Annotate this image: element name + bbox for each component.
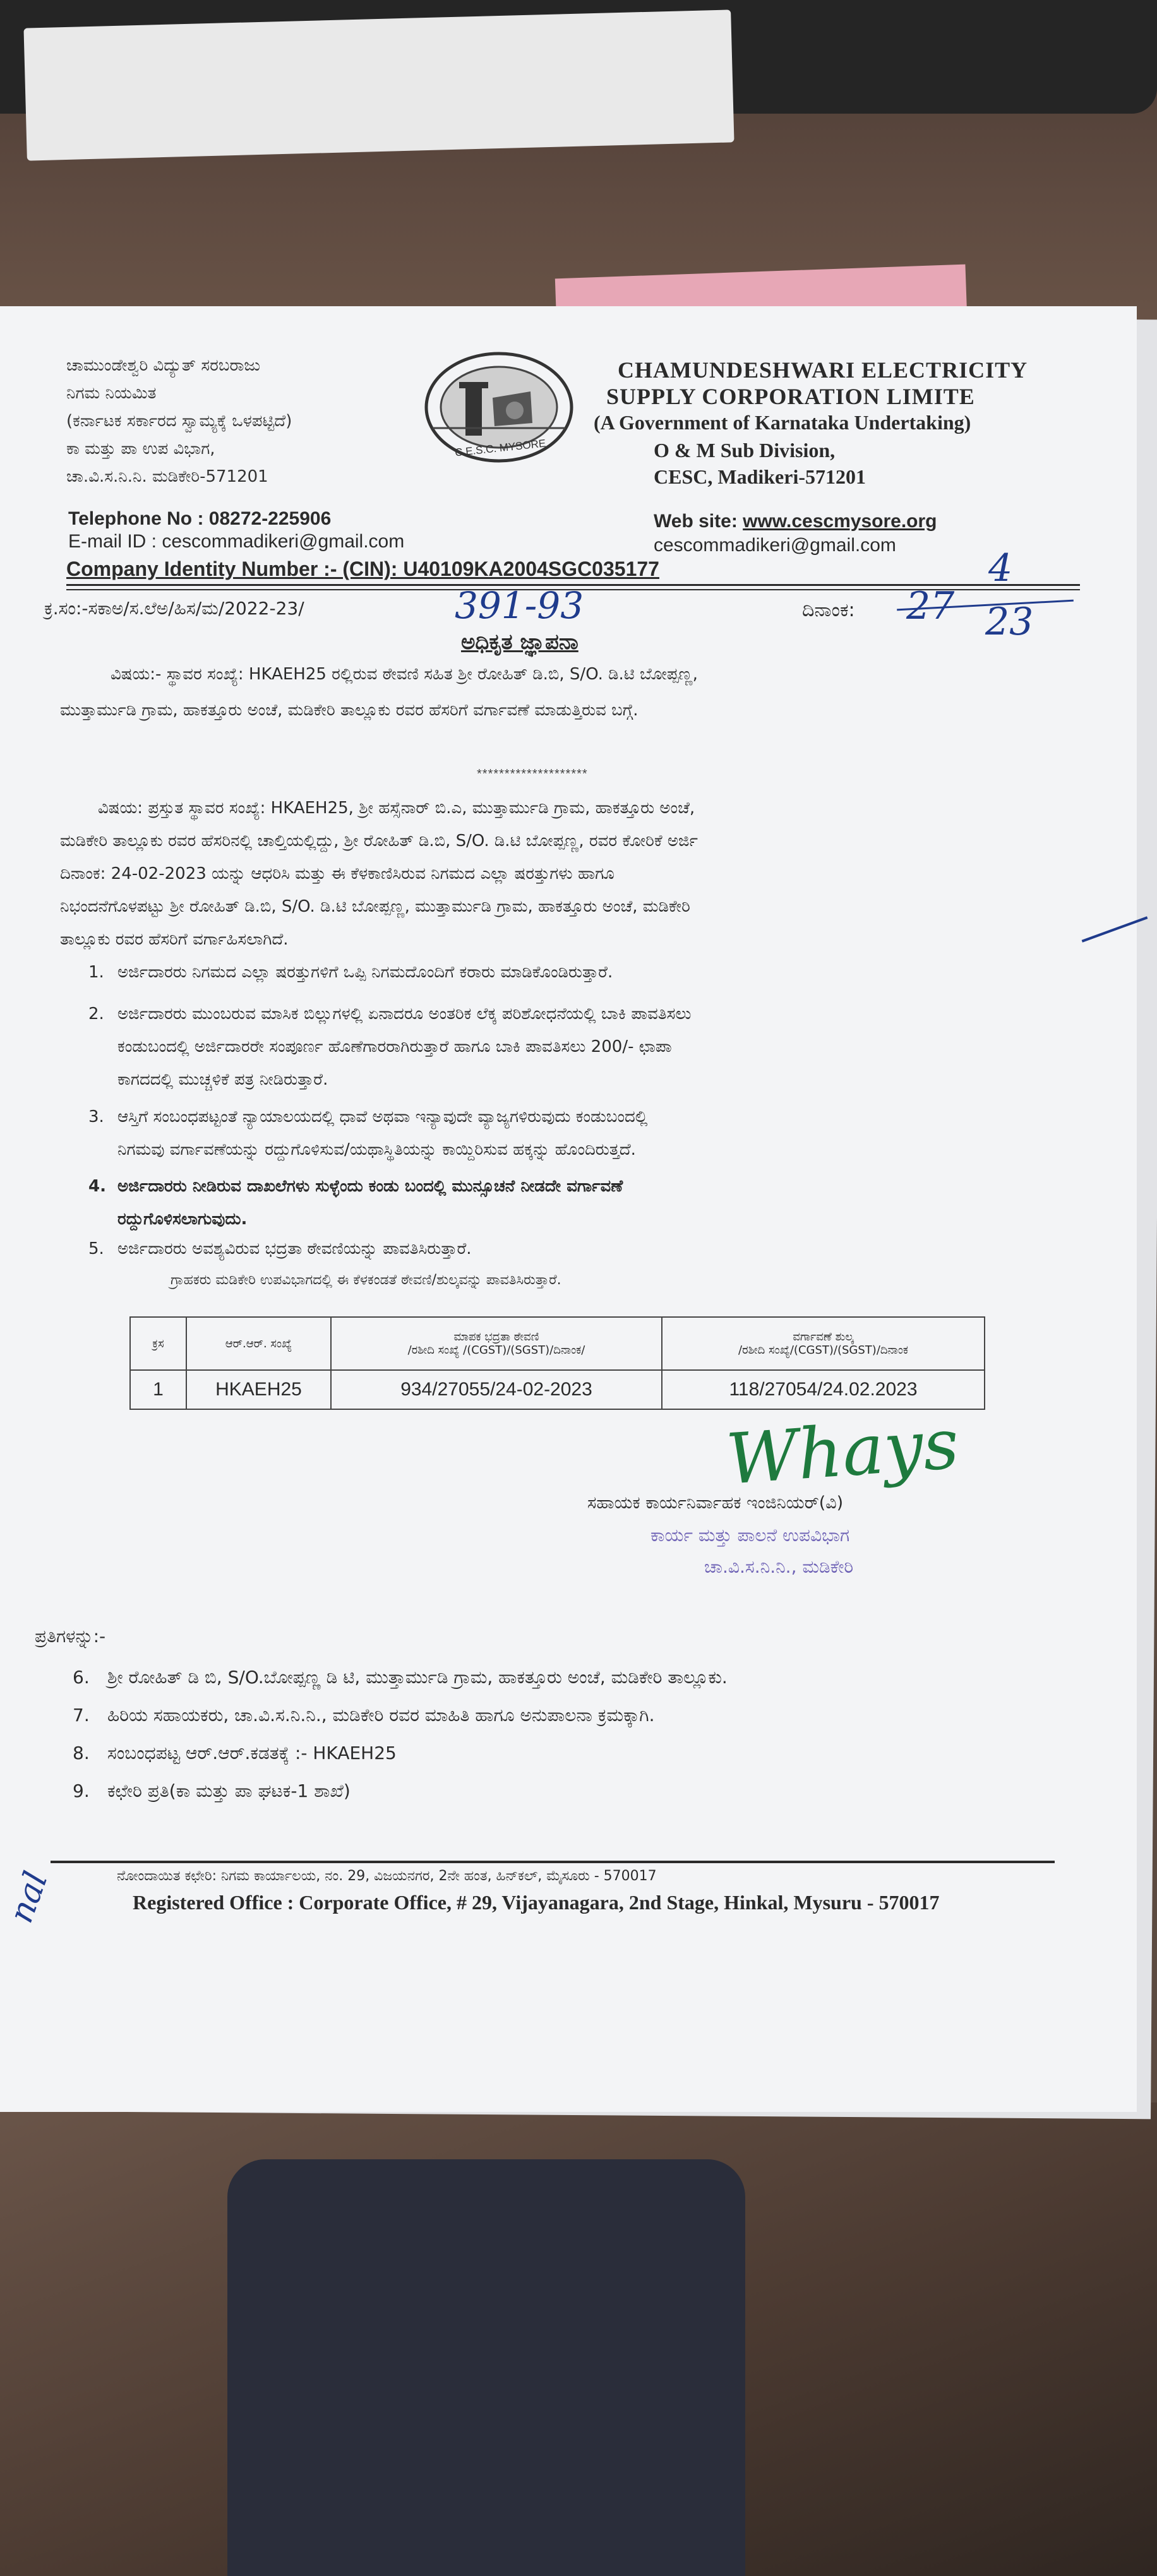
website-link[interactable]: www.cescmysore.org — [743, 511, 937, 532]
signatory-organisation: ಚಾ.ವಿ.ಸ.ನಿ.ನಿ., ಮಡಿಕೇರಿ — [704, 1556, 854, 1577]
footer-kannada: ನೋಂದಾಯಿತ ಕಛೇರಿ: ನಿಗಮ ಕಾರ್ಯಾಲಯ, ನಂ. 29, ವಿಜಯನಗರ, 2ನೇ ಹಂತ, ಹಿನ್‌ಕಲ್, ಮೈಸೂರು - 570017 — [117, 1868, 657, 1884]
fee-table — [129, 1316, 985, 1410]
copy-text: ಕಛೇರಿ ಪ್ರತಿ(ಕಾ ಮತ್ತು ಪಾ ಘಟಕ-1 ಶಾಖೆ) — [107, 1780, 351, 1801]
cin-number: Company Identity Number :- (CIN): U40109KA2004SGC035177 — [66, 558, 659, 580]
division-name: O & M Sub Division, — [654, 439, 836, 462]
table-header-cell: ಮಾಪಕ ಭದ್ರತಾ ಠೇವಣಿ /ರಶೀದಿ ಸಂಖ್ಯೆ /(CGST)/(SGST)/ದಿನಾಂಕ/ — [331, 1317, 662, 1370]
header-kn-line: ಚಾ.ವಿ.ಸ.ನಿ.ನಿ. ಮಡಿಕೇರಿ-571201 — [66, 467, 268, 486]
condition-text: ಕಂಡುಬಂದಲ್ಲಿ ಅರ್ಜಿದಾರರೇ ಸಂಪೂರ್ಣ ಹೊಣೆಗಾರರಾಗಿರುತ್ತಾರೆ ಹಾಗೂ ಬಾಕಿ ಪಾವತಿಸಲು 200/- ಛಾಪಾ — [117, 1037, 672, 1056]
condition-text: ಅರ್ಜಿದಾರರು ನೀಡಿರುವ ದಾಖಲೆಗಳು ಸುಳ್ಳೆಂದು ಕಂಡು ಬಂದಲ್ಲಿ ಮುನ್ಸೂಚನೆ ನೀಡದೇ ವರ್ಗಾವಣೆ — [117, 1177, 623, 1196]
copy-item — [73, 1780, 351, 1802]
company-name-line2: SUPPLY CORPORATION LIMITE — [606, 384, 975, 409]
table-cell: 118/27054/24.02.2023 — [662, 1370, 985, 1409]
body-line: ವಿಷಯ: ಪ್ರಸ್ತುತ ಸ್ಥಾವರ ಸಂಖ್ಯೆ: HKAEH25, ಶ್ರೀ ಹಸ್ಸೆನಾರ್ ಬಿ.ಎ, ಮುತ್ತಾರ್ಮುಡಿ ಗ್ರಾಮ, ಹಾಕತ್ತೂರು ಅಂಚೆ, — [98, 799, 695, 818]
handwritten-month: 4 — [988, 546, 1013, 590]
table-header-cell: ವರ್ಗಾವಣೆ ಶುಲ್ಕ /ರಶೀದಿ ಸಂಖ್ಯೆ/(CGST)/(SGST)/ದಿನಾಂಕ — [662, 1317, 985, 1370]
table-cell: 934/27055/24-02-2023 — [331, 1370, 662, 1409]
copy-item — [73, 1743, 397, 1764]
email-left: E-mail ID : cescommadikeri@gmail.com — [68, 531, 405, 552]
document-page — [0, 306, 1137, 2112]
margin-note: nal — [2, 1866, 56, 1928]
condition-number: 5. — [88, 1239, 104, 1258]
copy-item — [73, 1667, 728, 1688]
copy-number: 6. — [73, 1667, 90, 1688]
condition-item — [88, 963, 613, 982]
telephone-number: Telephone No : 08272-225906 — [68, 508, 332, 529]
underlying-paper — [23, 9, 734, 160]
body-line: ದಿನಾಂಕ: 24-02-2023 ಯನ್ನು ಆಧರಿಸಿ ಮತ್ತು ಈ ಕೆಳಕಾಣಿಸಿರುವ ನಿಗಮದ ಎಲ್ಲಾ ಷರತ್ತುಗಳು ಹಾಗೂ — [60, 864, 614, 883]
handwritten-year: 23 — [985, 600, 1034, 644]
header-kn-line: (ಕರ್ನಾಟಕ ಸರ್ಕಾರದ ಸ್ವಾಮ್ಯಕ್ಕೆ ಒಳಪಟ್ಟಿದೆ) — [66, 412, 292, 431]
copy-number: 7. — [73, 1705, 90, 1726]
separator-stars: ******************** — [477, 767, 588, 781]
copy-text: ಸಂಬಂಧಪಟ್ಟ ಆರ್.ಆರ್.ಕಡತಕ್ಕೆ :- HKAEH25 — [107, 1743, 397, 1763]
copy-item — [73, 1705, 655, 1726]
condition-number: 1. — [88, 963, 104, 982]
header-kannada — [66, 352, 292, 491]
table-cell: HKAEH25 — [186, 1370, 331, 1409]
condition-item — [88, 998, 692, 1096]
email-right: cescommadikeri@gmail.com — [654, 535, 896, 556]
memo-title: ಅಧಿಕೃತ ಜ್ಞಾಪನಾ — [461, 629, 578, 655]
copy-number: 9. — [73, 1780, 90, 1801]
date-label: ದಿನಾಂಕ: — [802, 599, 855, 621]
signatory-designation: ಸಹಾಯಕ ಕಾರ್ಯನಿರ್ವಾಹಕ ಇಂಜಿನಿಯರ್(ವಿ) — [587, 1493, 844, 1513]
condition-item — [88, 1170, 623, 1236]
copy-text: ಶ್ರೀ ರೋಹಿತ್ ಡಿ ಬಿ, S/O.ಬೋಪ್ಪಣ್ಣ ಡಿ ಟಿ, ಮುತ್ತಾರ್ಮುಡಿ ಗ್ರಾಮ, ಹಾಕತ್ತೂರು ಅಂಚೆ, ಮಡಿಕೇರಿ ತಾಲ್ಲೂಕು. — [107, 1667, 728, 1688]
condition-text: ಅರ್ಜಿದಾರರು ಮುಂಬರುವ ಮಾಸಿಕ ಬಿಲ್ಲುಗಳಲ್ಲಿ ಏನಾದರೂ ಅಂತರಿಕ ಲೆಕ್ಕ ಪರಿಶೋಧನೆಯಲ್ಲಿ ಬಾಕಿ ಪಾವತಿಸಲು — [117, 1005, 692, 1023]
website-label: Web site: — [654, 511, 743, 532]
body-line: ತಾಲ್ಲೂಕು ರವರ ಹೆಸರಿಗೆ ವರ್ಗಾಹಿಸಲಾಗಿದೆ. — [60, 930, 289, 949]
condition-text: ಆಸ್ತಿಗೆ ಸಂಬಂಧಪಟ್ಟಂತೆ ನ್ಯಾಯಾಲಯದಲ್ಲಿ ಧಾವೆ ಅಥವಾ ಇನ್ಯಾವುದೇ ವ್ಯಾಜ್ಯಗಳಿರುವುದು ಕಂಡುಬಂದಲ್ಲಿ — [117, 1107, 648, 1126]
subject-line: ವಿಷಯ:- ಸ್ಥಾವರ ಸಂಖ್ಯೆ: HKAEH25 ರಲ್ಲಿರುವ ಠೇವಣಿ ಸಹಿತ ಶ್ರೀ ರೋಹಿತ್ ಡಿ.ಬಿ, S/O. ಡಿ.ಟಿ ಬೋಪ್ಪಣ್ಣ, — [111, 665, 698, 684]
cesc-logo — [420, 347, 584, 474]
reference-number-prefix: ಕ್ರ.ಸಂ:-ಸಕಾಅ/ಸ.ಲೆಅ/ಹಿಸ/ಮ/2022-23/ — [44, 598, 304, 619]
header-kn-line: ನಿಗಮ ನಿಯಮಿತ — [66, 384, 157, 403]
body-line: ಮಡಿಕೇರಿ ತಾಲ್ಲೂಕು ರವರ ಹೆಸರಿನಲ್ಲಿ ಚಾಲ್ತಿಯಲ್ಲಿದ್ದು, ಶ್ರೀ ರೋಹಿತ್ ಡಿ.ಬಿ, S/O. ಡಿ.ಟಿ ಬೋಪ್ಪಣ್ಣ, ರವರ ಕೋರಿಕೆ ಅರ್ಜಿ — [60, 832, 698, 850]
condition-text: ಅರ್ಜಿದಾರರು ನಿಗಮದ ಎಲ್ಲಾ ಷರತ್ತುಗಳಿಗೆ ಒಪ್ಪಿ ನಿಗಮದೊಂದಿಗೆ ಕರಾರು ಮಾಡಿಕೊಂಡಿರುತ್ತಾರೆ. — [117, 963, 613, 982]
condition-item — [88, 1100, 647, 1166]
table-header-row — [130, 1317, 985, 1370]
header-kn-line: ಚಾಮುಂಡೇಶ್ವರಿ ವಿದ್ಯುತ್ ಸರಬರಾಜು — [66, 356, 261, 375]
handwritten-signature: Whays — [723, 1403, 962, 1500]
subject-line: ಮುತ್ತಾರ್ಮುಡಿ ಗ್ರಾಮ, ಹಾಕತ್ತೂರು ಅಂಚೆ, ಮಡಿಕೇರಿ ತಾಲ್ಲೂಕು ರವರ ಹೆಸರಿಗೆ ವರ್ಗಾವಣೆ ಮಾಡುತ್ತಿರುವ ಬಗ್ಗೆ. — [60, 701, 638, 720]
company-name-line1: CHAMUNDESHWARI ELECTRICITY — [618, 357, 1028, 383]
condition-text: ಕಾಗದದಲ್ಲಿ ಮುಚ್ಚಳಿಕೆ ಪತ್ರ ನೀಡಿರುತ್ತಾರೆ. — [117, 1070, 328, 1089]
company-subtitle: (A Government of Karnataka Undertaking) — [594, 411, 971, 434]
table-intro: ಗ್ರಾಹಕರು ಮಡಿಕೇರಿ ಉಪವಿಭಾಗದಲ್ಲಿ ಈ ಕೆಳಕಂಡತೆ ಠೇವಣಿ/ಶುಲ್ಕವನ್ನು ಪಾವತಿಸಿರುತ್ತಾರೆ. — [171, 1272, 561, 1288]
condition-text: ನಿಗಮವು ವರ್ಗಾವಣೆಯನ್ನು ರದ್ದುಗೊಳಿಸುವ/ಯಥಾಸ್ಥಿತಿಯನ್ನು ಕಾಯ್ದಿರಿಸುವ ಹಕ್ಕನ್ನು ಹೊಂದಿರುತ್ತದೆ. — [117, 1140, 636, 1159]
copy-text: ಹಿರಿಯ ಸಹಾಯಕರು, ಚಾ.ವಿ.ಸ.ನಿ.ನಿ., ಮಡಿಕೇರಿ ರವರ ಮಾಹಿತಿ ಹಾಗೂ ಅನುಪಾಲನಾ ಕ್ರಮಕ್ಕಾಗಿ. — [107, 1705, 655, 1726]
footer-english: Registered Office : Corporate Office, # 29, Vijayanagara, 2nd Stage, Hinkal, Mysuru - 570017 — [133, 1891, 940, 1914]
handwritten-ref-number: 391-93 — [455, 584, 584, 627]
condition-number: 4. — [88, 1177, 106, 1196]
division-address: CESC, Madikeri-571201 — [654, 465, 866, 488]
signatory-office: ಕಾರ್ಯ ಮತ್ತು ಪಾಲನೆ ಉಪವಿಭಾಗ — [650, 1525, 850, 1546]
header-kn-line: ಕಾ ಮತ್ತು ಪಾ ಉಪ ವಿಭಾಗ, — [66, 439, 215, 458]
condition-text: ರದ್ದುಗೊಳಿಸಲಾಗುವುದು. — [117, 1210, 248, 1229]
condition-text: ಅರ್ಜಿದಾರರು ಅವಶ್ಯವಿರುವ ಭದ್ರತಾ ಠೇವಣಿಯನ್ನು ಪಾವತಿಸಿರುತ್ತಾರೆ. — [117, 1239, 472, 1258]
condition-number: 3. — [88, 1107, 104, 1126]
copies-heading: ಪ್ರತಿಗಳನ್ನು:- — [35, 1626, 106, 1647]
handwritten-day: 27 — [906, 584, 955, 628]
table-header-cell: ಆರ್.ಆರ್. ಸಂಖ್ಯೆ — [186, 1317, 331, 1370]
condition-number: 2. — [88, 1005, 104, 1023]
condition-item — [88, 1239, 472, 1259]
footer-divider — [51, 1861, 1055, 1863]
table-header-cell: ಕ್ರಸ — [130, 1317, 186, 1370]
copy-number: 8. — [73, 1743, 90, 1763]
table-row — [130, 1370, 985, 1409]
dark-cloth — [227, 2159, 745, 2576]
logo-text: C.E.S.C. MYSORE — [454, 437, 547, 459]
body-line: ನಿಭಂದನೆಗೊಳಪಟ್ಟು ಶ್ರೀ ರೋಹಿತ್ ಡಿ.ಬಿ, S/O. ಡಿ.ಟಿ ಬೋಪ್ಪಣ್ಣ, ಮುತ್ತಾರ್ಮುಡಿ ಗ್ರಾಮ, ಹಾಕತ್ತೂರು ಅಂಚೆ, ಮಡಿಕೇರಿ — [60, 897, 690, 916]
table-cell: 1 — [130, 1370, 186, 1409]
website-line — [654, 511, 937, 532]
